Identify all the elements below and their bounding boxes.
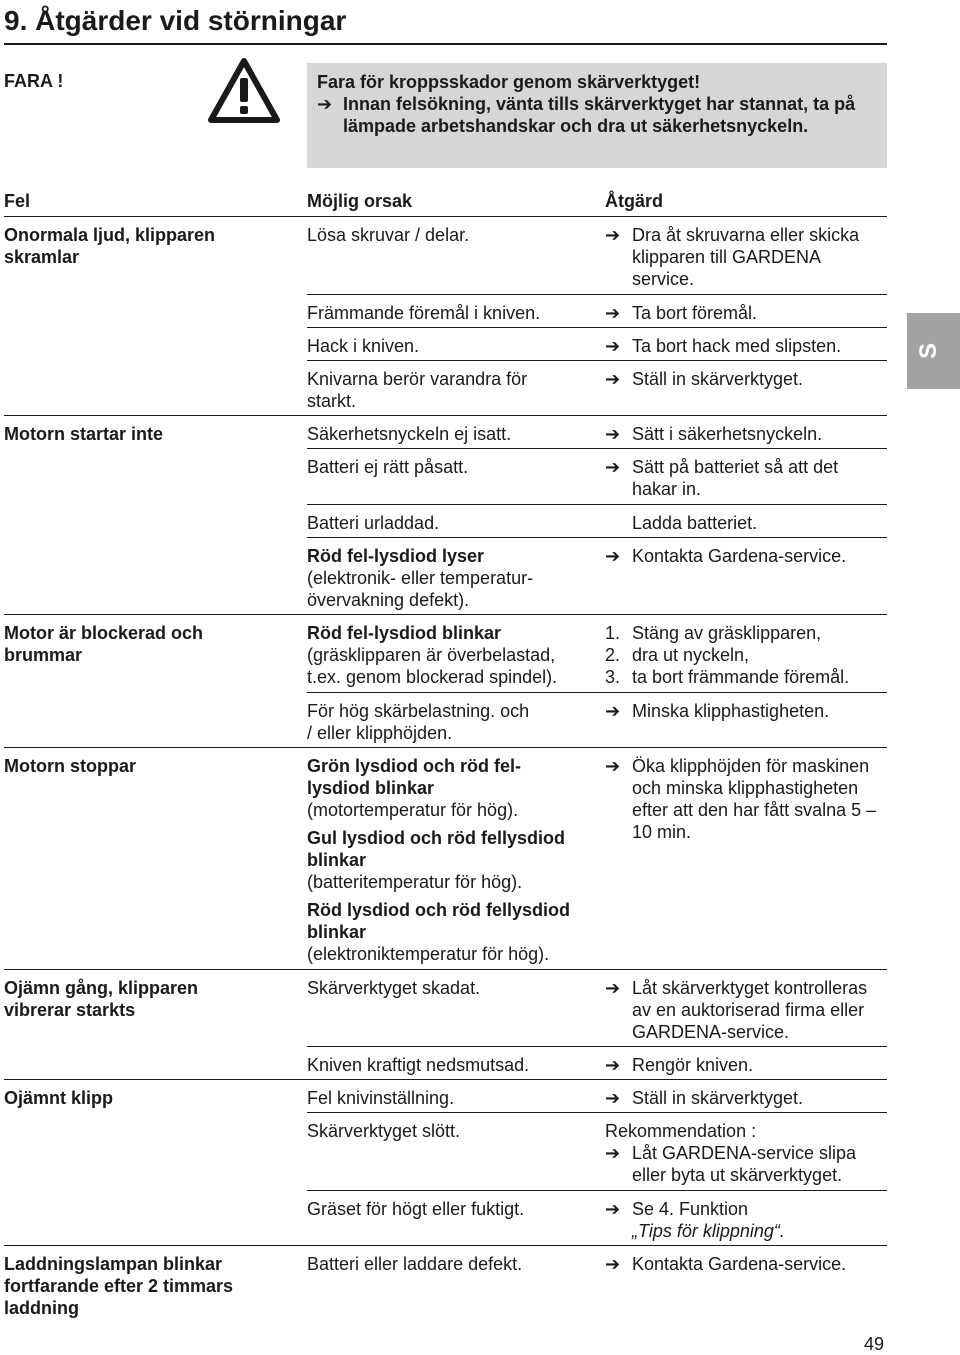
warning-heading: Fara för kroppsskador genom skärverktyget! [317,72,701,92]
action-text: Öka klipphöjden för maskinen och minska klipphastigheten efter att den har fått svalna 5 – 10 min. [632,756,877,842]
arrow-icon [605,512,632,534]
warning-box [307,63,887,168]
language-tab [907,313,960,389]
row-divider [307,504,887,505]
action-cell [605,224,887,290]
arrow-icon: ➔ [605,1254,621,1274]
row-divider [307,1046,887,1047]
action-cell [605,1253,887,1275]
action-text: Kontakta Gardena-service. [632,1254,847,1274]
row-divider [307,294,887,295]
action-text: Ladda batteriet. [632,513,758,533]
arrow-icon: ➔ [317,94,333,114]
cause-text: (gräsklipparen är överbelastad, t.ex. genom blockerad spindel). [307,645,558,687]
cause-text: Batteri urladdad. [307,513,440,533]
action-cell [605,302,887,324]
arrow-icon: ➔ [605,701,621,721]
language-tab-label: S [915,342,943,360]
arrow-icon: ➔ [605,303,621,323]
action-text: Kontakta Gardena-service. [632,546,847,566]
action-cell [605,755,887,843]
arrow-icon: ➔ [605,1055,621,1075]
cause-text: Knivarna berör varandra för starkt. [307,369,528,411]
warning-triangle-icon [208,58,280,124]
fault-text: Ojämn gång, klipparen vibrerar starkts [4,978,199,1020]
fault-text: Ojämnt klipp [4,1088,114,1108]
action-cell [605,1198,887,1242]
row-divider [307,692,887,693]
action-text: Låt GARDENA-service slipa eller byta ut skärverktyget. [632,1143,857,1185]
step-text: ta bort främmande föremål. [632,667,850,687]
action-italic-text: „Tips för klippning“. [632,1221,785,1241]
arrow-icon: ➔ [605,756,621,776]
cause-text: Lösa skruvar / delar. [307,225,470,245]
cause-bold-text: Röd fel-lysdiod blinkar [307,623,502,643]
action-steps [605,622,887,688]
section-divider [4,614,887,615]
step-number: 2. [605,645,621,665]
section-divider [4,415,887,416]
fault-text: Motorn startar inte [4,424,164,444]
cause-text: (elektronik- eller temperaturövervakning defekt). [307,568,534,610]
action-cell [605,545,887,567]
step-number: 3. [605,667,621,687]
action-cell [605,512,887,534]
cause-text: Säkerhetsnyckeln ej isatt. [307,424,512,444]
cause-text: (batteritemperatur för hög). [307,872,523,892]
section-divider [4,969,887,970]
action-recommendation [605,1120,887,1186]
cause-text: Batteri ej rätt påsatt. [307,457,469,477]
fault-text: Laddningslampan blinkar fortfarande efter 2 timmars laddning [4,1254,234,1318]
row-divider [307,448,887,449]
action-text: Sätt på batteriet så att det hakar in. [632,457,839,499]
cause-text: Hack i kniven. [307,336,420,356]
action-cell [605,423,887,445]
page-number: 49 [864,1334,885,1354]
cause-text: Skärverktyget slött. [307,1121,461,1141]
fault-text: Motorn stoppar [4,756,136,776]
step-text: dra ut nyckeln, [632,645,750,665]
action-text: Ta bort föremål. [632,303,758,323]
action-cell [605,700,887,722]
action-cell [605,1087,887,1109]
action-text: Ta bort hack med slipsten. [632,336,842,356]
action-cell [605,1054,887,1076]
action-text: Sätt i säkerhetsnyckeln. [632,424,823,444]
action-cell [605,368,887,390]
row-divider [307,360,887,361]
cause-text: Främmande föremål i kniven. [307,303,541,323]
header-rule [4,216,887,217]
action-text: Låt skärverktyget kontrolleras av en auktoriserad firma eller GARDENA-service. [632,978,868,1042]
action-text: Ställ in skärverktyget. [632,369,804,389]
arrow-icon: ➔ [605,978,621,998]
warning-instruction: Innan felsökning, vänta tills skärverktyget har stannat, ta på lämpade arbetshandskar och dra ut säkerhetsnyckeln. [343,94,856,136]
fault-text: Motor är blockerad och brummar [4,623,204,665]
step-number: 1. [605,623,621,643]
cause-text: Batteri eller laddare defekt. [307,1254,523,1274]
cause-text: (motortemperatur för hög). [307,800,519,820]
row-divider [307,327,887,328]
cause-text: För hög skärbelastning. och / eller klipphöjden. [307,701,530,743]
arrow-icon: ➔ [605,424,621,444]
action-text: Minska klipphastigheten. [632,701,830,721]
cause-cell [307,622,587,688]
cause-text: Kniven kraftigt nedsmutsad. [307,1055,530,1075]
cause-bold-text: Grön lysdiod och röd fellysdiod blinkar [307,756,522,798]
section-divider [4,1079,887,1080]
row-divider [307,1190,887,1191]
page-title: 9. Åtgärder vid störningar [4,5,347,36]
cause-text: Gräset för högt eller fuktigt. [307,1199,525,1219]
row-divider [307,537,887,538]
cause-text: Fel knivinställning. [307,1088,455,1108]
action-text: Dra åt skruvarna eller skicka klipparen till GARDENA service. [632,225,860,289]
arrow-icon: ➔ [605,546,621,566]
cause-bold-text: Röd lysdiod och röd fellysdiod blinkar [307,900,571,942]
section-divider [4,1245,887,1246]
cause-text: (elektroniktemperatur för hög). [307,944,550,964]
action-cell [605,335,887,357]
arrow-icon: ➔ [605,225,621,245]
action-cell [605,456,887,500]
arrow-icon: ➔ [605,369,621,389]
arrow-icon: ➔ [605,1088,621,1108]
action-text: Se 4. Funktion [632,1199,749,1219]
title-rule [4,43,887,45]
arrow-icon: ➔ [605,1199,621,1219]
header-cause: Möjlig orsak [307,191,413,211]
row-divider [307,1112,887,1113]
arrow-icon: ➔ [605,336,621,356]
cause-cell [307,755,577,965]
header-fault: Fel [4,191,31,211]
recommendation-heading: Rekommendation : [605,1121,757,1141]
cause-bold-text: Gul lysdiod och röd fellysdiod blinkar [307,828,566,870]
action-text: Rengör kniven. [632,1055,754,1075]
header-action: Åtgärd [605,191,663,211]
cause-bold-text: Röd fel-lysdiod lyser [307,546,485,566]
step-text: Stäng av gräsklipparen, [632,623,822,643]
action-text: Ställ in skärverktyget. [632,1088,804,1108]
section-divider [4,747,887,748]
cause-text: Skärverktyget skadat. [307,978,481,998]
cause-cell [307,545,577,611]
danger-label: FARA ! [4,71,64,91]
action-cell [605,977,887,1043]
arrow-icon: ➔ [605,1143,621,1163]
fault-text: Onormala ljud, klipparen skramlar [4,225,216,267]
arrow-icon: ➔ [605,457,621,477]
